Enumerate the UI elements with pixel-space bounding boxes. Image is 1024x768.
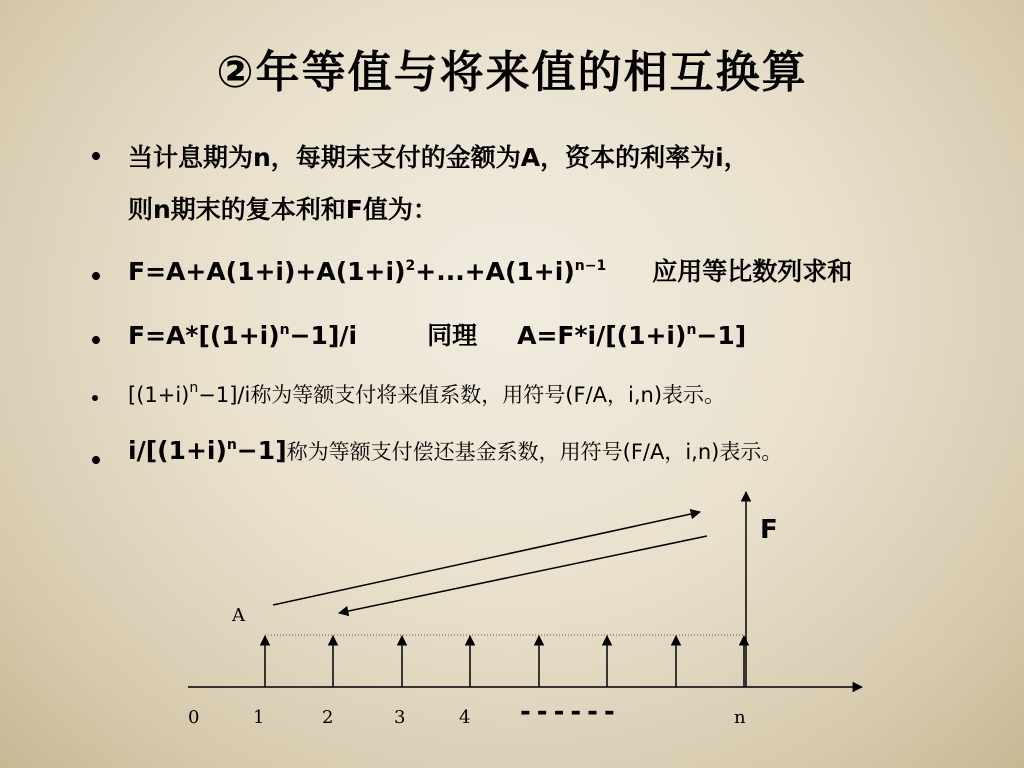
bullet-dot <box>92 336 100 344</box>
formula-part: −1]/i <box>198 383 251 407</box>
formula-part: −1] <box>236 436 287 465</box>
tick-label-2: 2 <box>322 707 334 728</box>
definition-line-1: 当计息期为n，每期末支付的金额为A，资本的利率为i， <box>128 143 749 172</box>
formula-part: A=F*i/[(1+i) <box>517 321 687 350</box>
bullet-dot <box>92 152 100 160</box>
formula-part: −1]/i <box>289 321 358 350</box>
bullet-text <box>128 132 749 236</box>
formula-part: F=A+A(1+i)+A(1+i) <box>128 257 406 286</box>
bullet-dot <box>92 395 98 401</box>
slide-title: ②年等值与将来值的相互换算 <box>216 47 808 98</box>
conversion-arrow-backward <box>339 536 707 613</box>
exponent: n−1 <box>574 258 607 274</box>
bullet-text <box>128 379 725 409</box>
formula-part: [(1+i) <box>128 383 190 407</box>
bullet-dot <box>92 456 100 464</box>
factor-description: 称为等额支付将来值系数，用符号(F/A，i,n)表示。 <box>250 383 726 407</box>
tick-label-1: 1 <box>253 707 265 728</box>
tick-label-0: 0 <box>188 707 200 728</box>
exponent: n <box>226 437 237 453</box>
exponent: n <box>279 322 290 338</box>
label-F: F <box>760 515 778 545</box>
tick-label-3: 3 <box>394 707 406 728</box>
bullet-text <box>128 436 782 466</box>
exponent: n <box>686 322 697 338</box>
cash-flow-diagram <box>0 480 1024 768</box>
conversion-arrow-forward <box>273 512 700 605</box>
factor-description: 称为等额支付偿还基金系数，用符号(F/A，i,n)表示。 <box>286 440 783 464</box>
tick-label-n: n <box>734 707 746 728</box>
annuity-arrows <box>265 636 744 687</box>
bullet-text <box>128 316 746 352</box>
formula-part: −1] <box>696 321 747 350</box>
formula-part: F=A*[(1+i) <box>128 321 280 350</box>
formula-part: +...+A(1+i) <box>415 257 575 286</box>
exponent: 2 <box>405 258 416 274</box>
formula-note: 应用等比数列求和 <box>652 257 853 286</box>
bullet-text <box>128 252 852 288</box>
same-reason-label: 同理 <box>427 321 478 350</box>
ellipsis-dashes: ------ <box>520 697 621 727</box>
definition-line-2: 则n期末的复本利和F值为： <box>128 195 438 224</box>
exponent: n <box>189 380 199 396</box>
bullet-dot <box>92 272 100 280</box>
label-A: A <box>232 605 245 626</box>
formula-part: i/[(1+i) <box>128 436 227 465</box>
tick-label-4: 4 <box>459 707 471 728</box>
